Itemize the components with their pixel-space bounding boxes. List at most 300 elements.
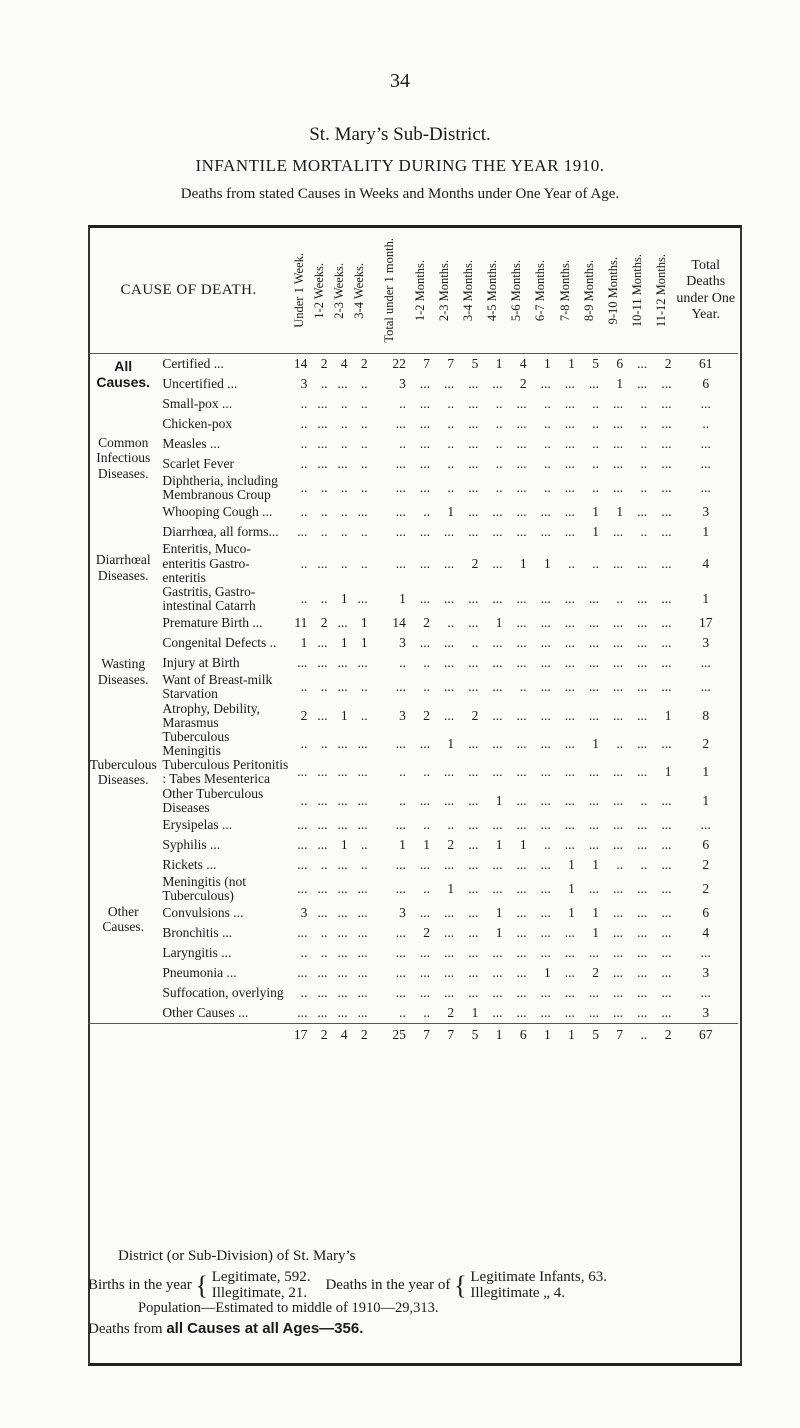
cell-value: ... [468, 504, 479, 520]
cell-value: .. [340, 524, 348, 540]
cell-value: ... [637, 816, 648, 832]
cell-value: ... [357, 591, 368, 607]
cell-value: ... [613, 816, 624, 832]
row-total: 3 [702, 504, 710, 520]
cause-label: Bronchitis ... [162, 925, 233, 941]
cell-value: .. [320, 524, 328, 540]
cell-value: .. [447, 396, 455, 411]
row-total: ... [700, 679, 711, 695]
cell-value: .. [300, 679, 308, 695]
cell-value: 1 [447, 881, 455, 897]
cell-value: ... [564, 985, 575, 1001]
cell-value: ... [540, 615, 551, 631]
cell-value: ... [540, 792, 551, 808]
grand-total: 67 [673, 1024, 738, 1047]
cell-value: 1 [495, 925, 503, 941]
cell-value: ... [492, 635, 503, 651]
total-cell: 1 [553, 1024, 577, 1047]
row-total: ... [700, 436, 711, 451]
cell-value: .. [640, 436, 648, 451]
cause-label: Other Tuberculous Diseases [162, 785, 264, 815]
row-total: 1 [702, 764, 710, 780]
cell-value: ... [661, 965, 672, 981]
cause-group-label: Common Infectious Diseases. [96, 434, 151, 481]
cell-value: ... [419, 635, 431, 651]
cell-value: .. [300, 480, 308, 496]
cell-value: .. [300, 436, 308, 451]
total-cell: 25 [370, 1024, 408, 1047]
cell-value: ... [419, 555, 431, 571]
cell-value: ... [444, 655, 455, 671]
row-total: ... [700, 480, 711, 496]
table-row [88, 787, 738, 815]
cell-value: .. [423, 679, 431, 695]
cell-value: ... [317, 396, 328, 411]
cell-value: .. [300, 416, 308, 431]
table-row [88, 963, 738, 983]
cause-label: Pneumonia ... [162, 965, 237, 981]
table-row [88, 758, 738, 786]
cell-value: ... [419, 945, 431, 961]
page-title: St. Mary’s Sub-District. [309, 124, 491, 145]
cell-value: ... [661, 655, 672, 671]
cell-value: ... [637, 615, 648, 631]
cell-value: ... [540, 736, 551, 752]
cell-value: ... [661, 591, 672, 607]
cell-value: 3 [300, 376, 308, 391]
cell-value: 2 [592, 965, 600, 981]
cause-label: Injury at Birth [162, 655, 240, 671]
cell-value: ... [564, 816, 575, 832]
cell-value: 1 [664, 764, 672, 780]
cell-value: ... [468, 376, 479, 391]
cell-value: ... [613, 965, 624, 981]
cell-value: ... [540, 1005, 551, 1021]
cell-value: ... [637, 707, 648, 723]
cell-value: .. [616, 591, 624, 607]
total-cell: 1 [480, 1024, 504, 1047]
age-column-label: 3-4 Months. [460, 259, 475, 322]
cell-value: ... [613, 635, 624, 651]
cell-value: ... [540, 679, 551, 695]
cell-value: ... [588, 881, 600, 897]
cell-value: ... [468, 679, 479, 695]
table-row [88, 454, 738, 474]
cell-value: ... [613, 456, 624, 471]
cause-label: Erysipelas ... [162, 816, 233, 832]
cell-value: ... [661, 1005, 672, 1021]
cell-value: ... [492, 524, 503, 540]
cell-value: .. [423, 764, 431, 780]
cell-value: ... [468, 764, 479, 780]
cell-value: .. [320, 736, 328, 752]
cause-label: Tuberculous Peritonitis : Tabes Mesenterica [162, 757, 289, 787]
cause-group-label: All Causes. [96, 357, 151, 390]
cell-value: ... [613, 905, 624, 921]
row-total: ... [700, 816, 711, 832]
all-causes-label: all Causes at all Ages [166, 1320, 320, 1337]
cell-value: ... [661, 480, 672, 496]
cell-value: .. [340, 436, 348, 451]
cell-value: ... [564, 679, 575, 695]
cell-value: ... [468, 925, 479, 941]
cell-value: 22 [392, 356, 406, 371]
cell-value: .. [360, 707, 368, 723]
cause-group-label: Wasting Diseases. [97, 656, 149, 687]
cell-value: ... [317, 965, 328, 981]
deaths-values [470, 1270, 607, 1302]
table-row [88, 354, 738, 375]
cell-value: ... [357, 792, 368, 808]
cell-value: .. [360, 555, 368, 571]
table-row [88, 673, 738, 701]
cell-value: 6 [616, 356, 624, 371]
cell-value: 1 [360, 635, 368, 651]
cell-value: ... [317, 436, 328, 451]
cell-value: 3 [399, 376, 406, 391]
cell-value: ... [492, 881, 503, 897]
cell-value: ... [337, 856, 348, 872]
cell-value: ... [564, 792, 575, 808]
cell-value: ... [540, 655, 551, 671]
cell-value: ... [564, 764, 575, 780]
footer-births-deaths [88, 1270, 748, 1302]
cause-label: Laryngitis ... [162, 945, 232, 961]
cell-value: ... [516, 456, 527, 471]
cell-value: ... [492, 985, 503, 1001]
cell-value: ... [297, 1005, 308, 1021]
cell-value: ... [419, 396, 431, 411]
age-column-label: 11-12 Months. [654, 253, 669, 328]
cell-value: ... [419, 456, 431, 471]
table-row [88, 414, 738, 434]
row-total: 1 [702, 591, 710, 607]
age-column-header [504, 228, 528, 354]
cell-value: ... [661, 945, 672, 961]
cell-value: ... [516, 591, 527, 607]
cell-value: .. [592, 555, 600, 571]
cell-value: .. [495, 416, 503, 431]
cell-value: .. [360, 396, 368, 411]
cell-value: ... [661, 816, 672, 832]
cell-value: ... [419, 416, 431, 431]
cell-value: ... [297, 925, 308, 941]
cell-value: ... [540, 524, 551, 540]
row-total: 3 [702, 1005, 710, 1021]
cell-value: 2 [519, 376, 527, 391]
cell-value: ... [540, 376, 551, 391]
cell-value: ... [564, 635, 575, 651]
cell-value: ... [564, 836, 575, 852]
cell-value: 1 [495, 905, 503, 921]
age-column-label: 7-8 Months. [557, 259, 572, 322]
cell-value: ... [337, 925, 348, 941]
total-cell: 7 [432, 1024, 456, 1047]
table-row [88, 943, 738, 963]
cell-value: ... [419, 376, 431, 391]
cell-value: ... [317, 635, 328, 651]
cell-value: 1 [471, 1005, 479, 1021]
cell-value: .. [495, 480, 503, 496]
cell-value: ... [661, 925, 672, 941]
cell-value: .. [495, 456, 503, 471]
table-row [88, 394, 738, 414]
births-illegitimate: Illegitimate, 21. [211, 1284, 308, 1301]
cause-label: Atrophy, Debility, Marasmus [162, 700, 261, 730]
cell-value: ... [613, 480, 624, 496]
cell-value: ... [419, 524, 431, 540]
cell-value: 1 [543, 356, 551, 371]
total-cell: 5 [456, 1024, 480, 1047]
cell-value: ... [588, 764, 600, 780]
cell-value: ... [337, 376, 348, 391]
cell-value: ... [516, 504, 527, 520]
cell-value: ... [516, 985, 527, 1001]
cell-value: ... [564, 965, 575, 981]
cell-value: ... [516, 764, 527, 780]
cell-value: 3 [300, 905, 308, 921]
age-column-label: 1-2 Months. [412, 259, 427, 322]
cell-value: ... [357, 905, 368, 921]
cell-value: ... [419, 436, 431, 451]
cell-value: ... [337, 905, 348, 921]
cell-value: ... [468, 456, 479, 471]
row-total: ... [700, 945, 711, 961]
cell-value: 1 [495, 792, 503, 808]
cell-value: ... [564, 456, 575, 471]
age-column-label: 8-9 Months. [581, 259, 596, 322]
row-total: 61 [698, 356, 713, 371]
cell-value: 2 [664, 356, 672, 371]
cell-value: .. [300, 456, 308, 471]
cell-value: ... [444, 905, 455, 921]
cell-value: ... [444, 555, 455, 571]
cell-value: .. [360, 436, 368, 451]
cell-value: ... [564, 707, 575, 723]
cell-value: ... [468, 524, 479, 540]
cell-value: ... [492, 555, 503, 571]
totals-row [88, 1024, 738, 1047]
cell-value: .. [640, 396, 648, 411]
age-column-label: 4-5 Months. [485, 259, 500, 322]
cell-value: ... [588, 792, 600, 808]
age-column-label: 1-2 Weeks. [312, 262, 327, 319]
cell-value: ... [317, 655, 328, 671]
cell-value: 2 [423, 615, 431, 631]
cell-value: ... [613, 615, 624, 631]
cause-label: Whooping Cough ... [162, 504, 273, 520]
cell-value: ... [492, 945, 503, 961]
total-cell: 2 [350, 1024, 370, 1047]
cell-value: .. [592, 480, 600, 496]
cell-value: ... [661, 792, 672, 808]
cell-value: .. [340, 396, 348, 411]
cell-value: ... [540, 905, 551, 921]
cell-value: ... [588, 945, 600, 961]
cell-value: ... [661, 635, 672, 651]
cell-value: ... [661, 524, 672, 540]
cell-value: 1 [423, 836, 431, 852]
table-row [88, 923, 738, 943]
cell-value: 1 [543, 965, 551, 981]
age-column-header [553, 228, 577, 354]
cell-value: ... [337, 881, 348, 897]
row-total: .. [702, 416, 710, 431]
cause-label: Diphtheria, including Membranous Croup [162, 473, 278, 503]
row-total: ... [700, 456, 711, 471]
cell-value: 2 [423, 707, 431, 723]
cell-value: ... [468, 655, 479, 671]
cell-value: ... [661, 615, 672, 631]
cell-value: ... [468, 396, 479, 411]
cell-value: ... [588, 655, 600, 671]
cell-value: ... [357, 945, 368, 961]
cell-value: ... [588, 1005, 600, 1021]
cell-value: 2 [423, 925, 431, 941]
births-legitimate: Legitimate, 592. [211, 1269, 311, 1285]
cell-value: ... [337, 679, 348, 695]
cell-value: ... [613, 792, 624, 808]
cell-value: .. [340, 555, 348, 571]
cell-value: .. [399, 1005, 406, 1021]
table-row [88, 835, 738, 855]
table-row [88, 1003, 738, 1024]
cell-value: ... [419, 965, 431, 981]
cell-value: ... [613, 416, 624, 431]
cell-value: 2 [447, 836, 455, 852]
cell-value: ... [444, 707, 455, 723]
cell-value: .. [300, 504, 308, 520]
age-column-header [601, 228, 625, 354]
cell-value: ... [337, 655, 348, 671]
cell-value: ... [357, 965, 368, 981]
cell-value: ... [516, 816, 527, 832]
cell-value: ... [468, 881, 479, 897]
cell-value: ... [588, 816, 600, 832]
cell-value: ... [419, 792, 431, 808]
all-causes-prefix: Deaths from [88, 1321, 163, 1337]
age-column-header [370, 228, 408, 354]
cause-header: CAUSE OF DEATH. [88, 228, 289, 354]
table-row [88, 585, 738, 613]
cause-group-label: Diarrhœal Diseases. [95, 552, 151, 583]
cell-value: ... [468, 816, 479, 832]
cell-value: ... [317, 836, 328, 852]
cell-value: 5 [592, 356, 600, 371]
cell-value: .. [543, 456, 551, 471]
cell-value: ... [637, 764, 648, 780]
cause-label: Tuberculous Meningitis [162, 728, 230, 759]
cause-label: Congenital Defects .. [162, 635, 277, 651]
cell-value: ... [444, 376, 455, 391]
cell-value: ... [337, 456, 348, 471]
cause-label: Convulsions ... [162, 905, 244, 921]
cell-value: ... [317, 905, 328, 921]
cause-label: Measles ... [162, 435, 221, 451]
cell-value: .. [495, 436, 503, 451]
cell-value: 1 [495, 356, 503, 371]
deaths-illegitimate: Illegitimate „ 4. [470, 1284, 565, 1301]
cause-label: Diarrhœa, all forms... [162, 524, 279, 540]
cell-value: ... [516, 707, 527, 723]
table-row [88, 855, 738, 875]
cell-value: ... [637, 985, 648, 1001]
cause-label: Syphilis ... [162, 836, 221, 852]
cell-value: ... [297, 655, 308, 671]
cell-value: ... [637, 591, 648, 607]
table-row [88, 374, 738, 394]
cell-value: ... [444, 591, 455, 607]
cell-value: ... [564, 925, 575, 941]
cell-value: ... [468, 985, 479, 1001]
cell-value: ... [613, 396, 624, 411]
age-column-label: 3-4 Weeks. [352, 262, 367, 319]
cell-value: ... [613, 436, 624, 451]
cause-group-label: Tuberculous Diseases. [89, 756, 157, 788]
cell-value: .. [543, 480, 551, 496]
cell-value: ... [516, 655, 527, 671]
row-total: 6 [702, 376, 710, 391]
cell-value: .. [447, 480, 455, 496]
cell-value: 1 [592, 736, 600, 752]
cell-value: ... [540, 985, 551, 1001]
total-cell: 5 [577, 1024, 601, 1047]
cell-value: .. [399, 792, 406, 808]
age-column-label: 2-3 Months. [436, 259, 451, 322]
cell-value: .. [616, 856, 624, 872]
cell-value: .. [399, 396, 406, 411]
cell-value: ... [297, 524, 308, 540]
cell-value: 7 [447, 356, 455, 371]
cell-value: .. [640, 524, 648, 540]
cell-value: 1 [568, 856, 575, 872]
cell-value: ... [297, 764, 308, 780]
total-cell: 2 [649, 1024, 673, 1047]
row-total: 1 [702, 792, 710, 808]
cell-value: ... [637, 1005, 648, 1021]
cell-value: ... [297, 965, 308, 981]
cell-value: ... [637, 945, 648, 961]
cell-value: ... [317, 816, 328, 832]
cell-value: ... [468, 792, 479, 808]
table-row [88, 815, 738, 835]
cell-value: 14 [293, 356, 308, 371]
cell-value: .. [640, 456, 648, 471]
cause-label: Want of Breast-milk Starvation [162, 672, 273, 702]
cell-value: ... [588, 679, 600, 695]
cell-value: ... [337, 1005, 348, 1021]
cell-value: ... [613, 1005, 624, 1021]
cell-value: .. [360, 524, 368, 540]
cell-value: ... [468, 591, 479, 607]
cell-value: ... [357, 816, 368, 832]
deaths-label: Deaths in the year of [325, 1277, 451, 1294]
cell-value: 1 [360, 615, 368, 631]
cell-value: ... [516, 524, 527, 540]
cell-value: .. [360, 836, 368, 852]
cell-value: ... [540, 504, 551, 520]
table-row [88, 653, 738, 673]
row-total: 2 [702, 736, 710, 752]
cell-value: ... [637, 965, 648, 981]
cell-value: ... [297, 816, 308, 832]
cell-value: ... [637, 356, 648, 371]
cause-label: Suffocation, overlying [162, 985, 284, 1001]
cell-value: 1 [399, 836, 406, 852]
age-column-label: 10-11 Months. [629, 253, 644, 328]
cell-value: ... [297, 881, 308, 897]
cell-value: 1 [616, 376, 624, 391]
